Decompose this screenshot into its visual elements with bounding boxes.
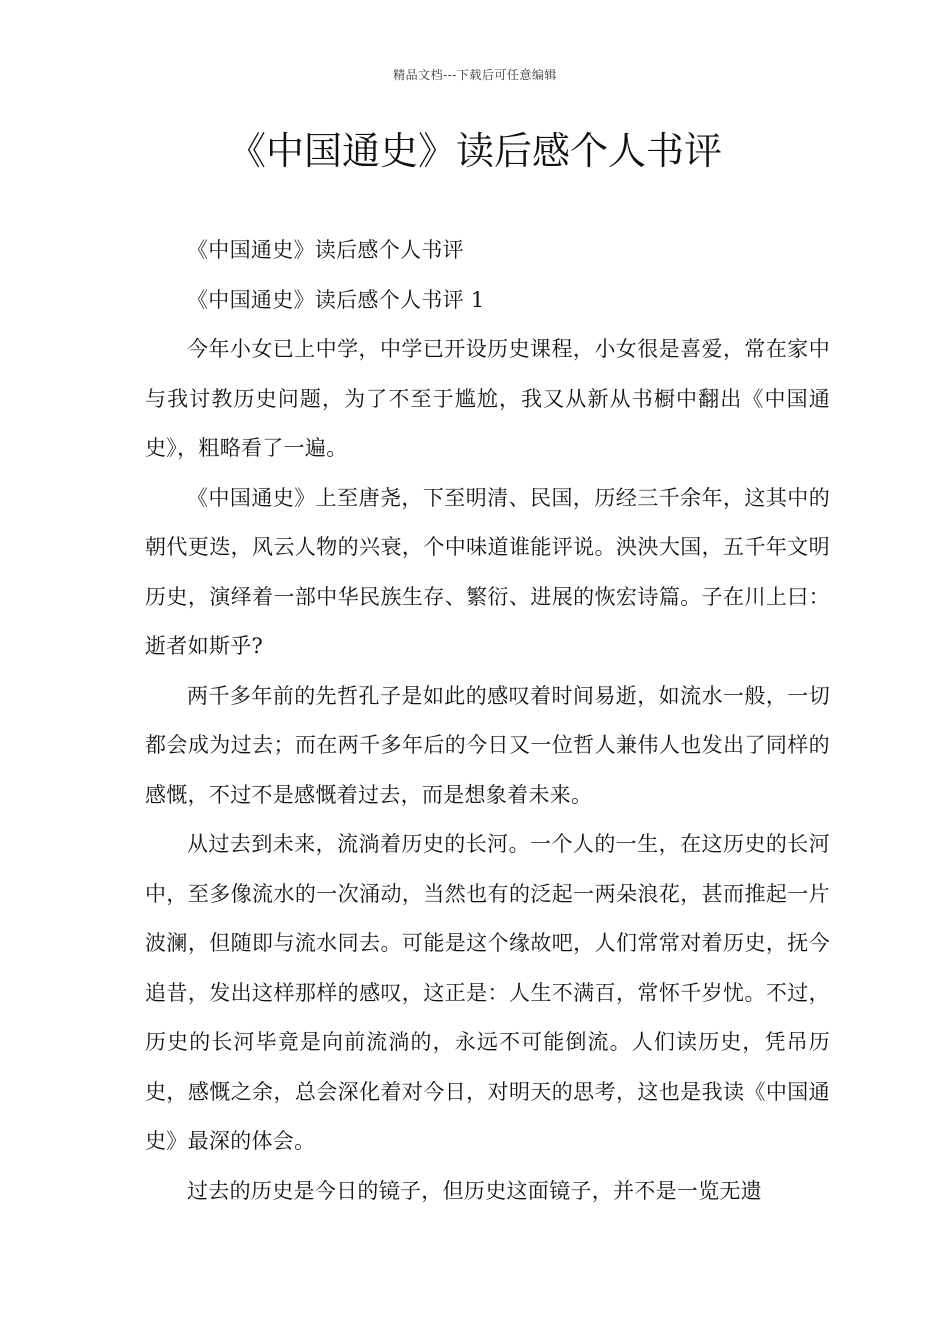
paragraph: 过去的历史是今日的镜子，但历史这面镜子，并不是一览无遗 [187,1178,763,1203]
paragraph-subtitle: 《中国通史》读后感个人书评 [187,238,464,262]
paragraph: 《中国通史》上至唐尧，下至明清、民国，历经三千余年，这其中的朝代更迭，风云人物的兴衰，个中味道谁能评说。泱泱大国，五千年文明历史，演绎着一部中华民族生存、繁衍、进展的恢宏诗篇。子在川上曰：逝者如斯乎? [145,485,830,658]
paragraph-section-heading: 《中国通史》读后感个人书评 1 [187,287,485,312]
paragraph: 今年小女已上中学，中学已开设历史课程，小女很是喜爱，常在家中与我讨教历史问题，为了不至于尴尬，我又从新从书橱中翻出《中国通史》，粗略看了一遍。 [145,337,830,460]
document-body [145,226,830,1216]
header-note: 精品文档---下载后可任意编辑 [393,68,557,82]
document-title: 《中国通史》读后感个人书评 [227,129,722,173]
paragraph: 两千多年前的先哲孔子是如此的感叹着时间易逝，如流水一般，一切都会成为过去；而在两千多年后的今日又一位哲人兼伟人也发出了同样的感慨，不过不是感慨着过去，而是想象着未来。 [145,683,830,807]
paragraph: 从过去到未来，流淌着历史的长河。一个人的一生，在这历史的长河中，至多像流水的一次涌动，当然也有的泛起一两朵浪花，甚而推起一片波澜，但随即与流水同去。可能是这个缘故吧，人们常常对着历史，抚今追昔，发出这样那样的感叹，这正是：人生不满百，常怀千岁忧。不过，历史的长河毕竟是向前流淌的，永远不可能倒流。人们读历史，凭吊历史，感慨之余，总会深化着对今日，对明天的思考，这也是我读《中国通史》最深的体会。 [145,832,830,1153]
